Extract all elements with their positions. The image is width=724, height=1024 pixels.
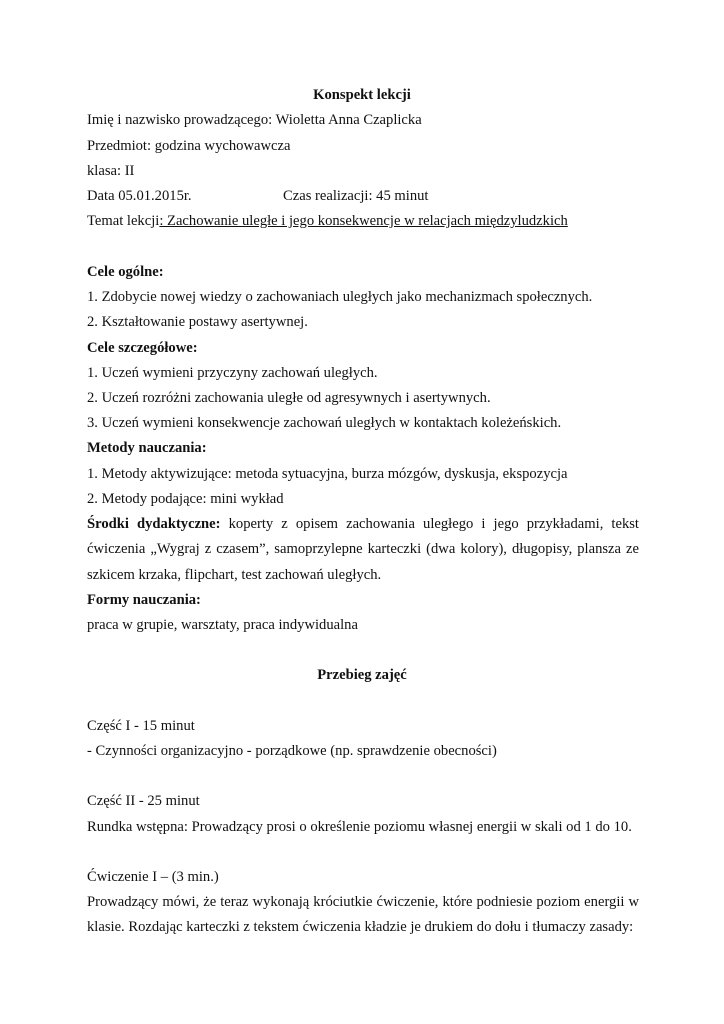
date-duration-line: [87, 187, 639, 205]
methods-heading: Metody nauczania:: [87, 440, 207, 456]
class-line: klasa: II: [87, 163, 135, 179]
instructor-line: Imię i nazwisko prowadzącego: Wioletta Anna Czaplicka: [87, 112, 422, 128]
general-goal-item: 1. Zdobycie nowej wiedzy o zachowaniach uległych jako mechanizmach społecznych.: [87, 289, 593, 305]
document-title: Konspekt lekcji: [313, 87, 411, 103]
general-goals-heading: Cele ogólne:: [87, 264, 164, 280]
date-text: Data 05.01.2015r.: [87, 188, 192, 204]
exercise1-line: Prowadzący mówi, że teraz wykonają króciutkie ćwiczenie, które podniesie poziom energii w: [87, 894, 639, 910]
exercise1-title: Ćwiczenie I – (3 min.): [87, 869, 219, 885]
topic-label: Temat lekcji: [87, 213, 160, 229]
method-item: 2. Metody podające: mini wykład: [87, 491, 284, 507]
aids-line-1: [87, 515, 639, 533]
part1-title: Część I - 15 minut: [87, 718, 195, 734]
aids-label: Środki dydaktyczne:: [87, 516, 221, 532]
topic-line: [87, 212, 639, 230]
method-item: 1. Metody aktywizujące: metoda sytuacyjna, burza mózgów, dyskusja, ekspozycja: [87, 466, 568, 482]
aids-text: koperty z opisem zachowania uległego i jego przykładami, tekst: [228, 516, 639, 532]
part2-title: Część II - 25 minut: [87, 793, 200, 809]
subject-line: Przedmiot: godzina wychowawcza: [87, 138, 291, 154]
part2-text: Rundka wstępna: Prowadzący prosi o określenie poziomu własnej energii w skali od 1 do 10.: [87, 819, 632, 835]
part1-item: - Czynności organizacyjno - porządkowe (np. sprawdzenie obecności): [87, 743, 497, 759]
duration-text: Czas realizacji: 45 minut: [283, 188, 429, 204]
specific-goal-item: 3. Uczeń wymieni konsekwencje zachowań uległych w kontaktach koleżeńskich.: [87, 415, 562, 431]
specific-goals-heading: Cele szczegółowe:: [87, 340, 198, 356]
aids-line-3: szkicem krzaka, flipchart, test zachowań uległych.: [87, 567, 382, 583]
aids-line-2: ćwiczenia „Wygraj z czasem”, samoprzylepne karteczki (dwa kolory), długopisy, plansza ze: [87, 541, 639, 557]
forms-text: praca w grupie, warsztaty, praca indywidualna: [87, 617, 358, 633]
topic-value: : Zachowanie uległe i jego konsekwencje w relacjach międzyludzkich: [159, 213, 568, 229]
exercise1-line: klasie. Rozdając karteczki z tekstem ćwiczenia kładzie je drukiem do dołu i tłumaczy zasady:: [87, 919, 634, 935]
specific-goal-item: 2. Uczeń rozróżni zachowania uległe od agresywnych i asertywnych.: [87, 390, 491, 406]
forms-heading: Formy nauczania:: [87, 592, 201, 608]
general-goal-item: 2. Kształtowanie postawy asertywnej.: [87, 314, 308, 330]
specific-goal-item: 1. Uczeń wymieni przyczyny zachowań uległych.: [87, 365, 378, 381]
course-heading: Przebieg zajęć: [317, 667, 407, 683]
